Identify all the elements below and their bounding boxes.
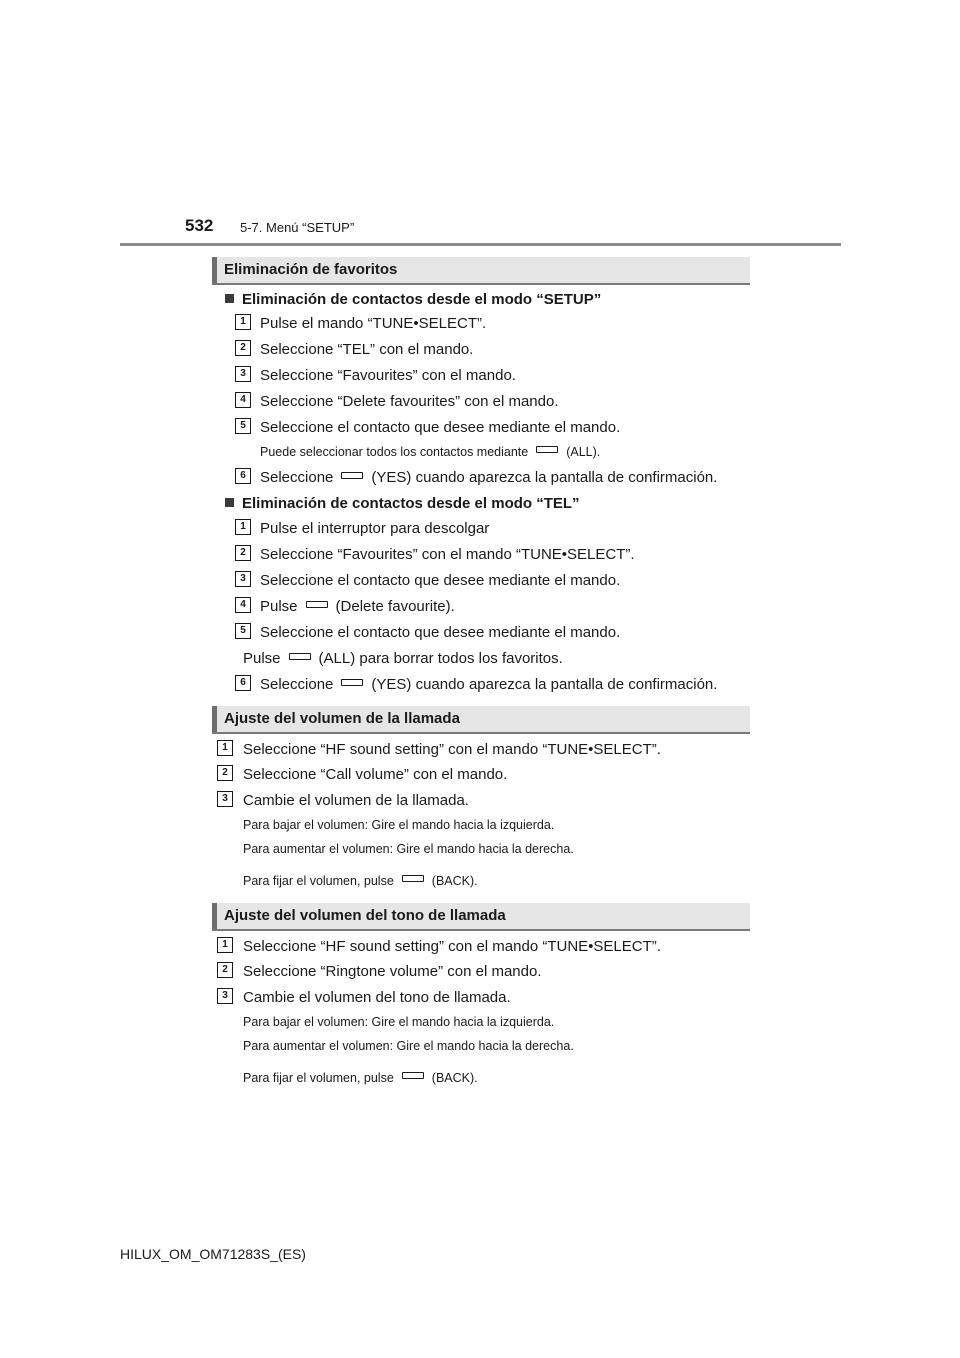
button-icon [341, 679, 363, 686]
step-number: 5 [235, 418, 251, 434]
section-heading-eliminacion-favoritos [212, 257, 750, 285]
step-number: 6 [235, 675, 251, 691]
section-heading-bar [212, 257, 217, 283]
header-rule [120, 243, 841, 246]
step-text: Seleccione “TEL” con el mando. [260, 341, 474, 358]
step-text: Seleccione “Favourites” con el mando “TUNE•SELECT”. [260, 546, 635, 563]
step-number: 3 [217, 791, 233, 807]
step-number: 4 [235, 597, 251, 613]
step-text: Pulse el interruptor para descolgar [260, 520, 490, 537]
step-number: 2 [235, 545, 251, 561]
step-number: 2 [217, 765, 233, 781]
step-text: Seleccione el contacto que desee mediante el mando. [260, 572, 621, 589]
step-text: Cambie el volumen del tono de llamada. [243, 989, 511, 1006]
step-number: 5 [235, 623, 251, 639]
square-bullet-icon [225, 498, 234, 507]
footer-document-code: HILUX_OM_OM71283S_(ES) [120, 1246, 306, 1262]
section-heading-bar [212, 903, 217, 929]
step-text: Cambie el volumen de la llamada. [243, 792, 469, 809]
step-number: 3 [217, 988, 233, 1004]
step-text: Seleccione el contacto que desee mediante el mando. [260, 624, 621, 641]
step-number: 4 [235, 392, 251, 408]
step-text: Seleccione “HF sound setting” con el mando “TUNE•SELECT”. [243, 741, 661, 758]
button-icon [402, 1072, 424, 1079]
step-number: 3 [235, 366, 251, 382]
step-text: Seleccione (YES) cuando aparezca la pantalla de confirmación. [260, 676, 718, 693]
step-plain-text: Pulse (ALL) para borrar todos los favoritos. [243, 650, 563, 667]
step-text: Seleccione “HF sound setting” con el mando “TUNE•SELECT”. [243, 938, 661, 955]
section-heading-text: Eliminación de favoritos [224, 261, 398, 278]
step-text: Seleccione el contacto que desee mediante el mando. [260, 419, 621, 436]
step-number: 3 [235, 571, 251, 587]
step-note: Para fijar el volumen, pulse (BACK). [243, 1071, 478, 1085]
step-number: 2 [235, 340, 251, 356]
step-note: Para bajar el volumen: Gire el mando hacia la izquierda. [243, 818, 555, 832]
button-icon [306, 601, 328, 608]
subsection-heading-text: Eliminación de contactos desde el modo “TEL” [242, 495, 580, 512]
step-text: Seleccione “Delete favourites” con el mando. [260, 393, 559, 410]
step-number: 1 [217, 937, 233, 953]
subsection-heading-setup [225, 291, 601, 308]
step-note: Puede seleccionar todos los contactos mediante (ALL). [260, 445, 601, 459]
step-text: Seleccione “Call volume” con el mando. [243, 766, 508, 783]
step-number: 1 [235, 519, 251, 535]
section-heading-text: Ajuste del volumen del tono de llamada [224, 907, 506, 924]
section-reference: 5-7. Menú “SETUP” [240, 220, 355, 235]
subsection-heading-text: Eliminación de contactos desde el modo “SETUP” [242, 291, 602, 308]
button-icon [341, 472, 363, 479]
step-note: Para aumentar el volumen: Gire el mando hacia la derecha. [243, 1039, 574, 1053]
section-heading-text: Ajuste del volumen de la llamada [224, 710, 460, 727]
button-icon [536, 446, 558, 453]
step-number: 1 [235, 314, 251, 330]
step-note: Para fijar el volumen, pulse (BACK). [243, 874, 478, 888]
step-number: 2 [217, 962, 233, 978]
step-note: Para bajar el volumen: Gire el mando hacia la izquierda. [243, 1015, 555, 1029]
button-icon [289, 653, 311, 660]
step-number: 6 [235, 468, 251, 484]
section-heading-volumen-tono [212, 903, 750, 931]
section-heading-bar [212, 706, 217, 732]
step-note: Para aumentar el volumen: Gire el mando hacia la derecha. [243, 842, 574, 856]
step-text: Pulse (Delete favourite). [260, 598, 455, 615]
step-text: Pulse el mando “TUNE•SELECT”. [260, 315, 487, 332]
square-bullet-icon [225, 294, 234, 303]
section-heading-volumen-llamada [212, 706, 750, 734]
subsection-heading-tel [225, 495, 580, 512]
button-icon [402, 875, 424, 882]
page-number: 532 [185, 216, 214, 235]
step-text: Seleccione “Favourites” con el mando. [260, 367, 516, 384]
step-text: Seleccione “Ringtone volume” con el mando. [243, 963, 542, 980]
step-number: 1 [217, 740, 233, 756]
step-text: Seleccione (YES) cuando aparezca la pantalla de confirmación. [260, 469, 718, 486]
